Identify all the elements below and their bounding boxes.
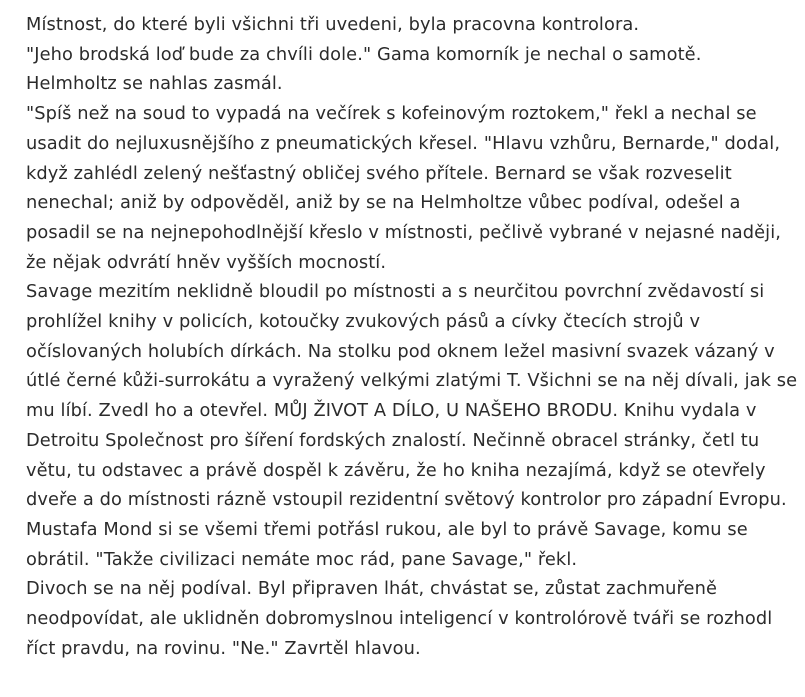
text-line: Savage mezitím neklidně bloudil po místnosti a s neurčitou povrchní zvědavostí si [26,281,765,303]
text-line: neodpovídat, ale uklidněn dobromyslnou inteligencí v kontrolórově tváři se rozhodl [26,608,773,630]
text-line: říct pravdu, na rovinu. "Ne." Zavrtěl hlavou. [26,637,421,659]
text-line: obrátil. "Takže civilizaci nemáte moc rád, pane Savage," řekl. [26,548,578,570]
text-line: dveře a do místnosti rázně vstoupil rezidentní světový kontrolor pro západní Evropu. [26,489,787,511]
text-line: Mustafa Mond si se všemi třemi potřásl rukou, ale byl to právě Savage, komu se [26,518,748,540]
text-line: Helmholtz se nahlas zasmál. [26,73,283,95]
text-line: usadit do nejluxusnějšího z pneumatických křesel. "Hlavu vzhůru, Bernarde," dodal, [26,132,781,154]
text-line: "Jeho brodská loď bude za chvíli dole." Gama komorník je nechal o samotě. [26,43,702,65]
text-line: mu líbí. Zvedl ho a otevřel. MŮJ ŽIVOT A DÍLO, U NAŠEHO BRODU. Knihu vydala v [26,400,757,422]
text-line: že nějak odvrátí hněv vyšších mocností. [26,251,387,273]
text-line: Místnost, do které byli všichni tři uvedeni, byla pracovna kontrolora. [26,14,640,35]
text-line: očíslovaných holubích dírkách. Na stolku pod oknem ležel masivní svazek vázaný v [26,340,775,362]
text-line: posadil se na nejnepohodlnější křeslo v místnosti, pečlivě vybrané v nejasné naději, [26,221,781,243]
text-line: když zahlédl zelený nešťastný obličej svého přítele. Bernard se však rozveselit [26,162,732,184]
text-line: větu, tu odstavec a právě dospěl k závěru, že ho kniha nezajímá, když se otevřely [26,459,766,481]
text-line: Divoch se na něj podíval. Byl připraven lhát, chvástat se, zůstat zachmuřeně [26,578,717,600]
text-line: Detroitu Společnost pro šíření fordských znalostí. Nečinně obracel stránky, četl tu [26,429,760,451]
text-line: nenechal; aniž by odpověděl, aniž by se na Helmholtze vůbec podíval, odešel a [26,192,741,214]
text-line: prohlížel knihy v policích, kotoučky zvukových pásů a cívky čtecích strojů v [26,311,701,333]
text-line: "Spíš než na soud to vypadá na večírek s kofeinovým roztokem," řekl a nechal se [26,103,757,125]
text-line: útlé černé kůži-surrokátu a vyražený velkými zlatými T. Všichni se na něj dívali, jak se [26,370,798,392]
